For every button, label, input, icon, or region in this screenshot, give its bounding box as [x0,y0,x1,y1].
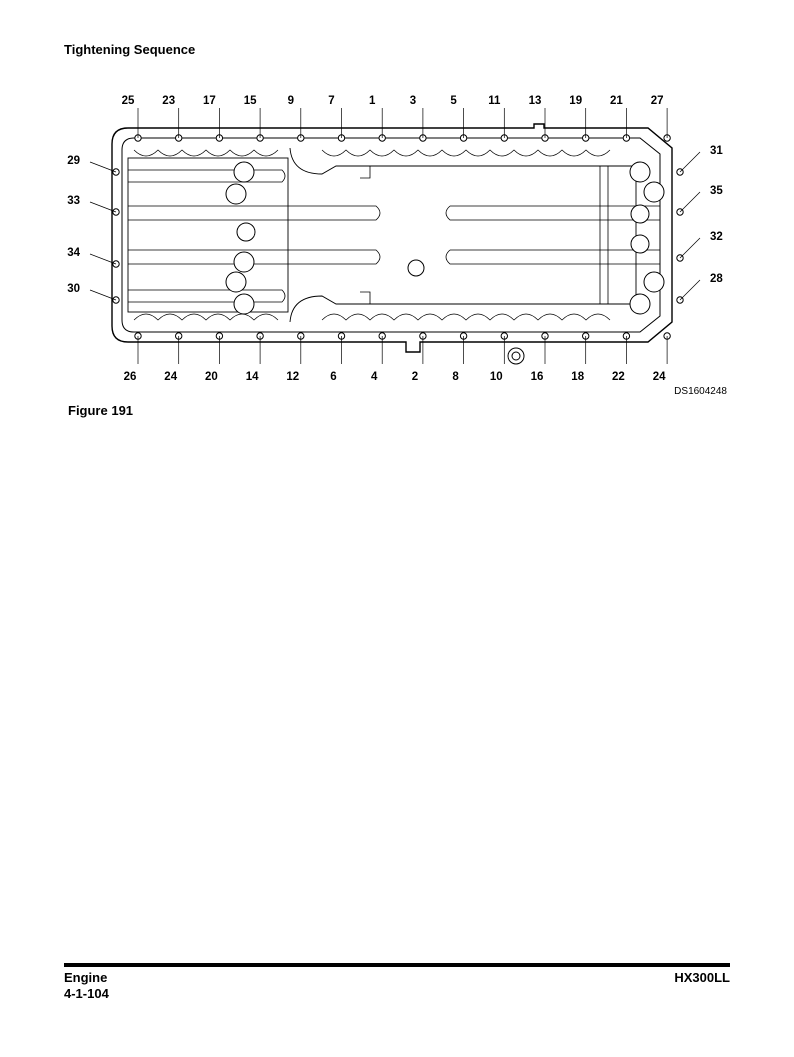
callout-label-bottom-10: 16 [530,371,544,383]
page-heading: Tightening Sequence [64,42,196,57]
oil-pan-scallops-top [134,150,610,156]
callout-label-top-9: 11 [488,95,501,107]
callout-label-top-6: 1 [368,95,376,107]
oil-pan-ribs [128,166,660,304]
bolt-holes [113,135,683,339]
drawing-code: DS1604248 [674,386,727,397]
oil-pan-inner-flange [122,138,660,332]
callout-label-bottom-3: 14 [245,371,259,383]
callout-label-right-3: 28 [710,273,723,285]
footer-left [64,970,109,1002]
callout-label-left-1: 33 [67,195,80,207]
callout-label-top-3: 15 [243,95,257,107]
callout-label-bottom-5: 6 [330,371,337,383]
callout-label-bottom-8: 8 [452,371,459,383]
oil-pan-left-pocket [128,158,288,312]
callout-label-bottom-1: 24 [164,371,178,383]
oil-pan-sump-wall [290,148,636,322]
footer-section: Engine [64,970,108,985]
callout-label-bottom-4: 12 [286,371,300,383]
callout-label-top-13: 27 [650,95,664,107]
callout-label-top-2: 17 [203,95,216,107]
leader-line-right-0 [680,152,700,172]
oil-pan-drawing [60,86,740,398]
callout-label-bottom-6: 4 [370,371,378,383]
callout-label-right-1: 35 [710,185,723,197]
leader-line-right-2 [680,238,700,258]
callout-label-bottom-12: 22 [612,371,625,383]
footer-page-number: 4-1-104 [64,986,109,1001]
leader-line-right-3 [680,280,700,300]
callout-label-left-3: 30 [67,283,80,295]
callout-label-top-4: 9 [287,95,295,107]
callout-leaders [90,108,700,364]
leader-line-right-1 [680,192,700,212]
footer-rule [64,963,730,967]
callout-label-top-5: 7 [328,95,335,107]
callout-label-bottom-2: 20 [205,371,218,383]
callout-label-top-10: 13 [528,95,542,107]
footer-model: HX300LL [674,970,730,985]
callout-label-top-12: 21 [610,95,623,107]
callout-label-top-11: 19 [569,95,583,107]
callout-label-right-0: 31 [710,145,723,157]
callout-label-bottom-13: 24 [652,371,666,383]
callout-label-bottom-7: 2 [411,371,419,383]
callout-label-top-1: 23 [162,95,176,107]
oil-pan-scallops-bottom [134,314,610,320]
callout-label-top-8: 5 [450,95,457,107]
callout-label-bottom-9: 10 [489,371,503,383]
callout-label-right-2: 32 [710,231,723,243]
oil-pan-bosses [226,162,664,364]
callout-label-top-0: 25 [121,95,135,107]
callout-label-top-7: 3 [409,95,417,107]
figure-caption: Figure 191 [68,403,134,418]
callout-label-bottom-11: 18 [571,371,585,383]
oil-pan-figure [60,86,740,398]
callout-label-bottom-0: 26 [123,371,137,383]
callout-label-left-2: 34 [67,247,80,259]
callout-label-left-0: 29 [67,155,80,167]
